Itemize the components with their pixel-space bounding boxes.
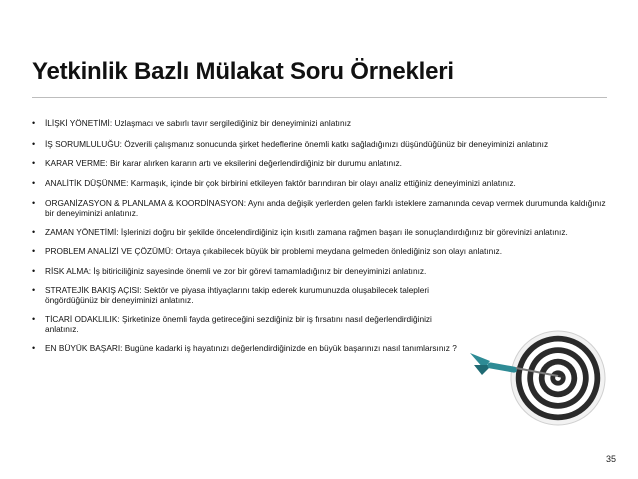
bullet-item: • ZAMAN YÖNETİMİ: İşlerinizi doğru bir şekilde öncelendirdiğiniz için kısıtlı zamana rağmen başarı ile sonuçlandırdığınız bir görevinizi anlatınız. xyxy=(32,227,585,237)
bullet-item: • RİSK ALMA: İş bitiriciliğiniz sayesinde önemli ve zor bir görevi tamamladığınız bir deneyiminizi anlatınız. xyxy=(32,266,612,276)
bullet-item: • KARAR VERME: Bir karar alırken kararın artı ve eksilerini değerlendirdiğiniz bir durumu anlatınız. xyxy=(32,158,612,168)
title-divider xyxy=(32,97,607,98)
bullet-item: • İLİŞKİ YÖNETİMİ: Uzlaşmacı ve sabırlı tavır sergilediğiniz bir deneyiminizi anlatınız xyxy=(32,118,612,128)
bullet-item: • İŞ SORUMLULUĞU: Özverili çalışmanız sonucunda şirket hedeflerine önemli katkı sağladığınızı düşündüğünüz bir deneyiminizi anlatınız xyxy=(32,139,605,149)
dart-icon xyxy=(470,335,600,395)
slide-title: Yetkinlik Bazlı Mülakat Soru Örnekleri xyxy=(32,58,454,85)
page-number: 35 xyxy=(605,454,616,464)
bullet-list xyxy=(32,118,612,353)
bullet-item: • ANALİTİK DÜŞÜNME: Karmaşık, içinde bir çok birbirini etkileyen faktör barındıran bir olayı analiz ettiğiniz deneyiminizi anlatınız. xyxy=(32,178,612,188)
bullet-item: • ORGANİZASYON & PLANLAMA & KOORDİNASYON: Aynı anda değişik yerlerden gelen farklı isteklere zamanında cevap vermek durumunda kaldığınız bir deneyiminizi anlatınız. xyxy=(32,198,612,218)
bullet-item: • EN BÜYÜK BAŞARI: Bugüne kadarki iş hayatınızı değerlendirdiğinizde en büyük başarınızı nasıl tanımlarsınız ? xyxy=(32,343,612,353)
bullet-item: • TİCARİ ODAKLILIK: Şirketinize önemli fayda getireceğini sezdiğiniz bir iş fırsatını nasıl değerlendirdiğinizi anlatınız. xyxy=(32,314,445,334)
bullet-item: • STRATEJİK BAKIŞ AÇISI: Sektör ve piyasa ihtiyaçlarını takip ederek kurumunuzda oluşabilecek talepleri öngördüğünüz bir deneyiminizi anlatınız. xyxy=(32,285,475,305)
bullet-item: • PROBLEM ANALİZİ VE ÇÖZÜMÜ: Ortaya çıkabilecek büyük bir problemi meydana gelmeden önlediğiniz son olayı anlatınız. xyxy=(32,246,612,256)
